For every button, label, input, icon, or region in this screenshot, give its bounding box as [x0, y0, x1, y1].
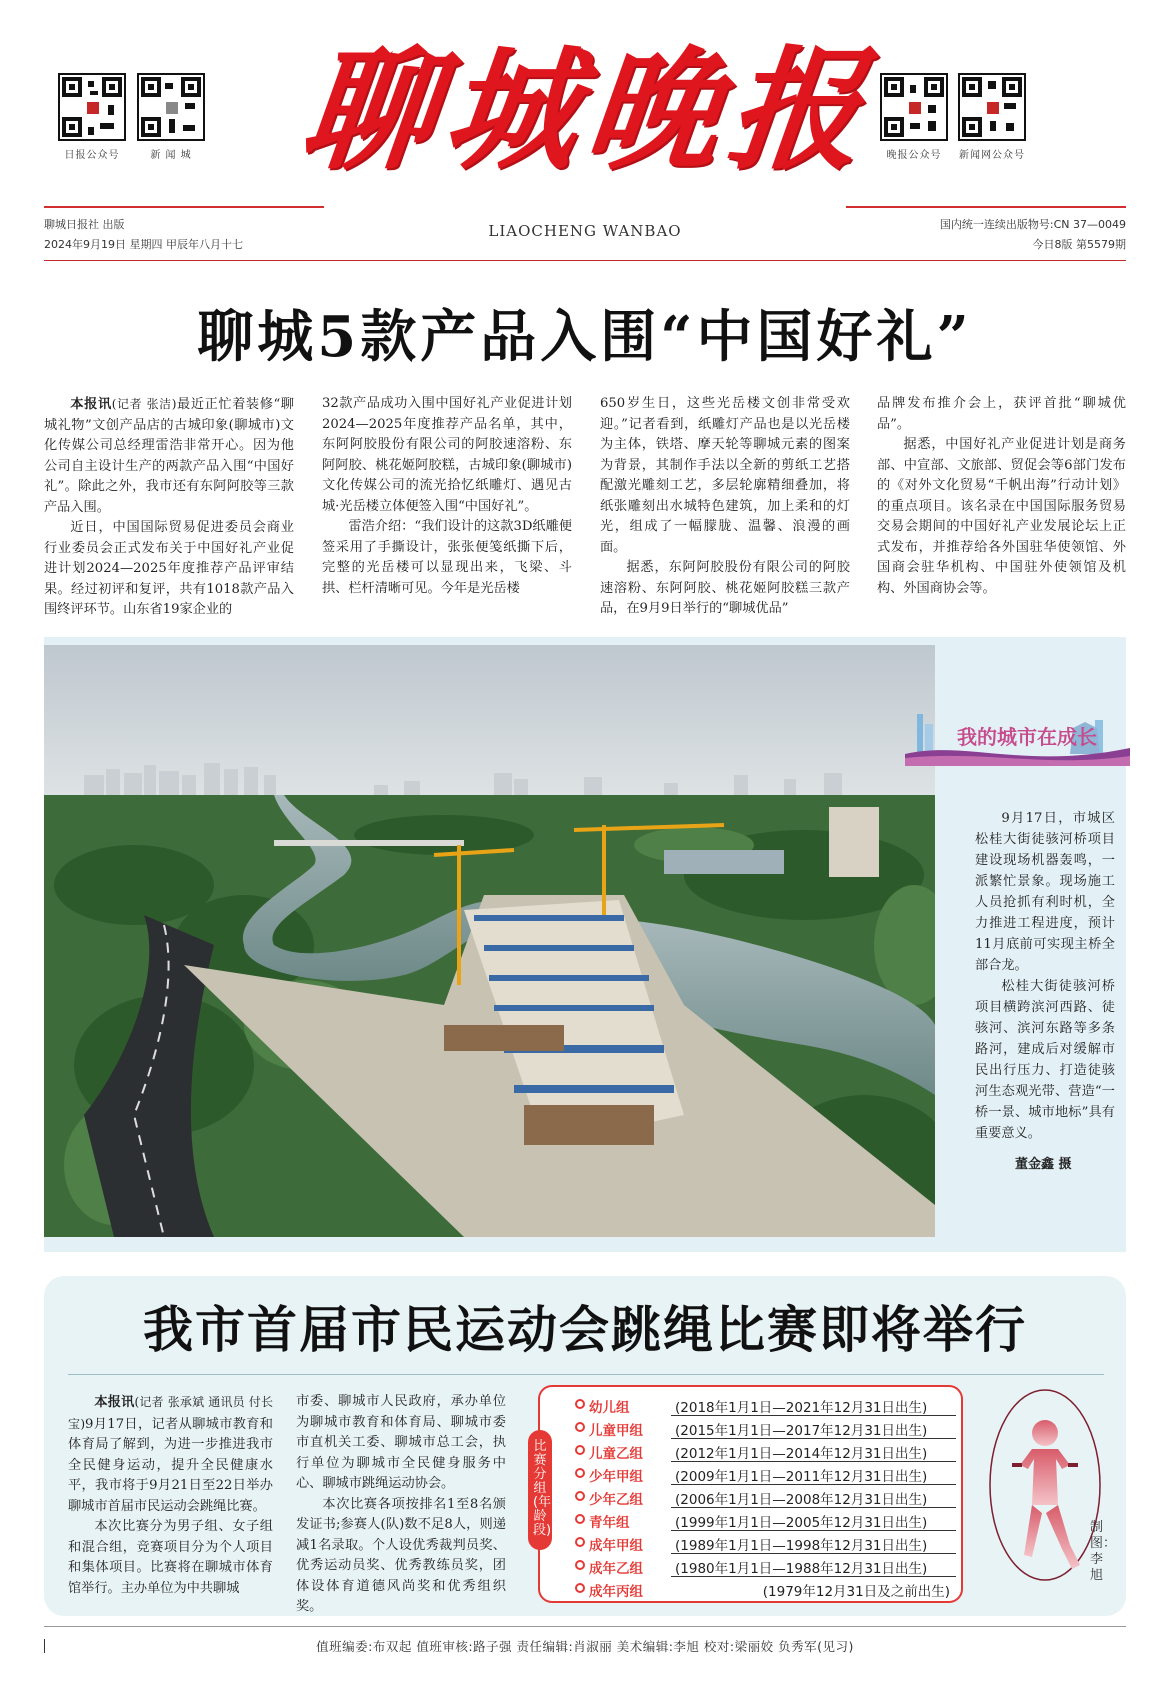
article-column — [600, 394, 850, 620]
group-range: (1980年1月1日—1988年12月31日出生) — [671, 1555, 956, 1577]
qr-code[interactable] — [880, 73, 948, 141]
age-group-row — [575, 1555, 960, 1578]
news-photo[interactable] — [44, 645, 935, 1237]
age-group-row — [575, 1440, 960, 1463]
masthead-pinyin: LIAOCHENG WANBAO — [488, 222, 682, 240]
masthead-title: 聊城晚报 — [294, 33, 880, 188]
qr-caption: 晚报公众号 — [886, 150, 942, 161]
group-name: 儿童甲组 — [589, 1423, 643, 1439]
byline-reporter: (记者 张承斌 通讯员 付长宝) — [68, 1395, 273, 1431]
qr-caption: 新 闻 城 — [150, 150, 192, 161]
group-name: 幼儿组 — [589, 1400, 630, 1416]
paragraph: 最近正忙着装修“聊城礼物”文创产品店的古城印象(聊城市)文化传媒公司总经理雷浩非常开心。因为他公司自主设计生产的两款产品入围“中国好礼”。除此之外，我市还有东阿阿胶等三款产品入围。 — [44, 397, 294, 515]
paragraph: 近日，中国国际贸易促进委员会商业行业委员会正式发布关于中国好礼产业促进计划2024—2025年度推荐产品评审结果。经过初评和复评，共有1018款产品入围终评环节。山东省19家企业的 — [44, 520, 294, 617]
badge-text: 我的城市在成长 — [957, 725, 1097, 749]
byline-label: 本报讯 — [70, 397, 112, 412]
group-range: (1979年12月31日及之前出生) — [762, 1584, 950, 1600]
paragraph: 9月17日，市城区松桂大街徒骇河桥项目建设现场机器轰鸣，一派繁忙景象。现场施工人员抢抓有利时机，全力推进工程进度，预计11月底前可实现主桥全部合龙。 — [975, 811, 1115, 973]
bullet-icon — [575, 1537, 585, 1547]
age-group-row — [575, 1532, 960, 1555]
group-name: 少年乙组 — [589, 1492, 643, 1508]
group-name: 少年甲组 — [589, 1469, 643, 1485]
divider — [68, 1374, 1104, 1375]
paragraph: 雷浩介绍：“我们设计的这款3D纸雕便签采用了手撕设计，张张便笺纸撕下后，完整的光岳楼可以显现出来，飞梁、斗拱、栏杆清晰可见。今年是光岳楼 — [322, 519, 572, 596]
qr-code[interactable] — [58, 73, 126, 141]
qr-code[interactable] — [958, 73, 1026, 141]
qr-caption: 新闻网公众号 — [959, 150, 1025, 161]
bullet-icon — [575, 1468, 585, 1478]
bullet-icon — [575, 1422, 585, 1432]
paragraph: 650岁生日，这些光岳楼文创非常受欢迎。”记者看到，纸雕灯产品也是以光岳楼为主体，铁塔、摩天轮等聊城元素的图案为背景，其制作手法以全新的剪纸工艺搭配激光雕刻工艺，多层轮廓精细叠加，将纸张雕刻出水城特色建筑，加上柔和的灯光，组成了一幅朦胧、温馨、浪漫的画面。 — [600, 396, 850, 555]
group-range: (2012年1月1日—2014年12月31日出生) — [671, 1440, 956, 1462]
group-name: 成年乙组 — [589, 1561, 643, 1577]
age-group-row — [575, 1417, 960, 1440]
paragraph: 据悉，东阿阿胶股份有限公司的阿胶速溶粉、东阿阿胶、桃花姬阿胶糕三款产品，在9月9日举行的“聊城优品” — [600, 560, 850, 616]
article-column — [322, 394, 572, 599]
age-group-row — [575, 1486, 960, 1509]
article-headline: 我市首届市民运动会跳绳比赛即将举行 — [143, 1300, 1027, 1359]
group-name: 成年甲组 — [589, 1538, 643, 1554]
bullet-icon — [575, 1399, 585, 1409]
paragraph: 9月17日，记者从聊城市教育和体育局了解到，为进一步推进我市全民健身运动，提升全民健康水平，我市将于9月21日至22日举办聊城市首届市民运动会跳绳比赛。 — [68, 1416, 273, 1514]
bullet-icon — [575, 1445, 585, 1455]
article-column — [296, 1392, 506, 1618]
bullet-icon — [575, 1560, 585, 1570]
issue-line: 今日8版 第5579期 — [1032, 238, 1126, 251]
article-column — [68, 1392, 273, 1599]
issn-line: 国内统一连续出版物号:CN 37—0049 — [939, 218, 1126, 231]
group-range: (2018年1月1日—2021年12月31日出生) — [671, 1394, 956, 1416]
byline-reporter: (记者 张洁) — [111, 397, 177, 411]
footer-rule — [44, 1626, 1126, 1627]
table-tag-text: 比赛分组(年龄段) — [533, 1439, 552, 1538]
photo-caption — [975, 808, 1115, 1144]
paragraph: 市委、聊城市人民政府，承办单位为聊城市教育和体育局、聊城市委市直机关工委、聊城市总工会，执行单位为聊城市全民健身服务中心、聊城市跳绳运动协会。 — [296, 1394, 506, 1491]
age-group-row — [575, 1578, 960, 1601]
city-growth-badge — [905, 700, 1130, 770]
group-range: (2009年1月1日—2011年12月31日出生) — [671, 1463, 956, 1485]
editor-credits: 值班编委:布双起 值班审核:路子强 责任编辑:肖淑丽 美术编辑:李旭 校对:梁丽姣 负秀军(见习) — [316, 1639, 854, 1654]
publisher-line: 聊城日报社 出版 — [44, 218, 125, 231]
date-line: 2024年9月19日 星期四 甲辰年八月十七 — [44, 238, 243, 251]
paragraph: 品牌发布推介会上，获评首批“聊城优品”。 — [877, 396, 1126, 432]
paragraph: 据悉，中国好礼产业促进计划是商务部、中宣部、文旅部、贸促会等6部门发布的《对外文化贸易“千帆出海”行动计划》的重点项目。该名录在中国国际服务贸易交易会期间的中国好礼产业发展论坛上正式发布，并推荐给各外国驻华使领馆、外国商会驻华机构、中国驻外使领馆及机构、外国商协会等。 — [877, 437, 1126, 596]
byline-label: 本报讯 — [94, 1395, 135, 1410]
group-range: (1989年1月1日—1998年12月31日出生) — [671, 1532, 956, 1554]
article-column — [877, 394, 1126, 599]
bullet-icon — [575, 1491, 585, 1501]
group-range: (1999年1月1日—2005年12月31日出生) — [671, 1509, 956, 1531]
group-range: (2006年1月1日—2008年12月31日出生) — [671, 1486, 956, 1508]
bullet-icon — [575, 1514, 585, 1524]
age-group-row — [575, 1509, 960, 1532]
masthead-rule-right — [846, 206, 1126, 208]
article-headline: 聊城5款产品入围“中国好礼” — [197, 304, 973, 370]
bullet-icon — [575, 1583, 585, 1593]
qr-caption: 日报公众号 — [64, 150, 120, 161]
paragraph: 32款产品成功入围中国好礼产业促进计划2024—2025年度推荐产品名单，其中，东阿阿胶股份有限公司的阿胶速溶粉、东阿阿胶、桃花姬阿胶糕，古城印象(聊城市)文化传媒公司的流光拾忆纸雕灯、遇见古城·光岳楼立体便签入围“中国好礼”。 — [322, 396, 572, 514]
table-tag — [528, 1430, 552, 1550]
age-group-row — [575, 1463, 960, 1486]
paragraph: 本次比赛各项按排名1至8名颁发证书;参赛人(队)数不足8人，则递减1名录取。个人设优秀裁判员奖、优秀运动员奖、优秀教练员奖，团体设体育道德风尚奖和优秀组织奖。 — [296, 1496, 506, 1614]
group-name: 儿童乙组 — [589, 1446, 643, 1462]
photo-credit: 董金鑫 摄 — [1015, 1157, 1072, 1172]
article-column — [44, 394, 294, 621]
paragraph: 松桂大街徒骇河桥项目横跨滨河西路、徒骇河、滨河东路等多条路河，建成后对缓解市民出行压力、打造徒骇河生态观光带、营造“一桥一景、城市地标”具有重要意义。 — [975, 979, 1115, 1141]
group-name: 成年丙组 — [589, 1584, 643, 1600]
group-range: (2015年1月1日—2017年12月31日出生) — [671, 1417, 956, 1439]
masthead-rule-left — [44, 206, 324, 208]
illustration-credit: 制图：李旭 — [1090, 1520, 1117, 1583]
paragraph: 本次比赛分为男子组、女子组和混合组，竞赛项目分为个人项目和集体项目。比赛将在聊城市体育馆举行。主办单位为中共聊城 — [68, 1519, 273, 1596]
group-name: 青年组 — [589, 1515, 630, 1531]
qr-code[interactable] — [137, 73, 205, 141]
age-group-row — [575, 1394, 960, 1417]
masthead-bottom-rule — [44, 260, 1126, 261]
